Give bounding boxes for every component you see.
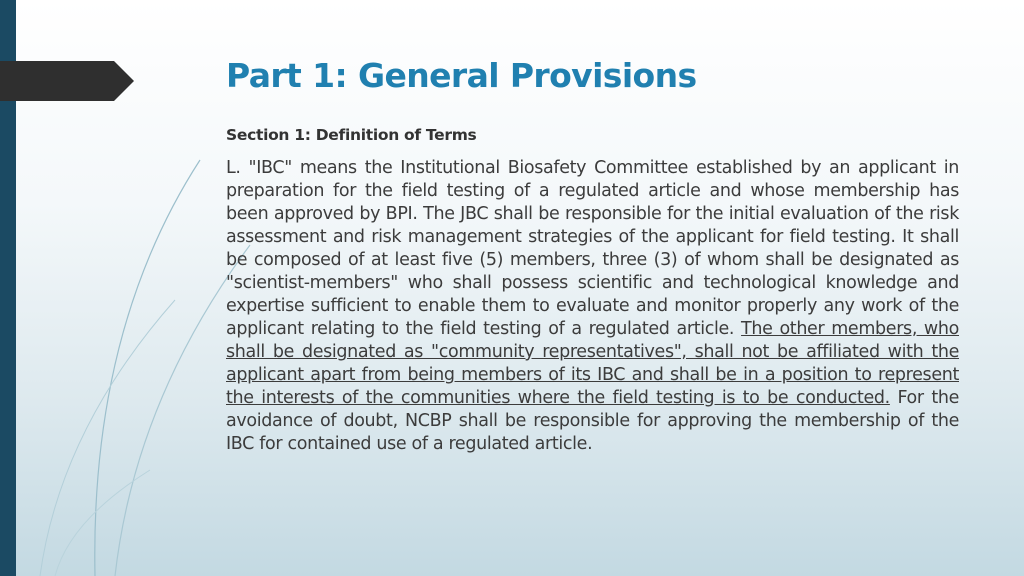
definition-paragraph [226, 157, 959, 456]
section-heading: Section 1: Definition of Terms [226, 126, 477, 144]
title-marker-arrow [0, 61, 134, 101]
paragraph-text-intro: L. "IBC" means the Institutional Biosafety Committee established by an applicant in preparation for the field testing of a regulated article and whose membership has been approved by BPI. The JBC shall be responsible for the initial evaluation of the risk assessment and risk management strategies of the applicant for field testing. It shall be composed of at least five (5) members, three (3) of whom shall be designated as "scientist-members" who shall possess scientific and technological knowledge and expertise sufficient to enable them to evaluate and monitor properly any work of the applicant relating to the field testing of a regulated article. [226, 158, 959, 339]
slide-title: Part 1: General Provisions [226, 56, 697, 95]
paragraph-text-underlined: The other members, who shall be designated as "community representatives", shall not be affiliated with the applicant apart from being members of its IBC and shall be in a position to represent the interests of the communities where the field testing is to be conducted. [226, 319, 959, 408]
paragraph-text-closing: For the avoidance of doubt, NCBP shall be responsible for approving the membership of the IBC for contained use of a regulated article. [226, 388, 959, 454]
